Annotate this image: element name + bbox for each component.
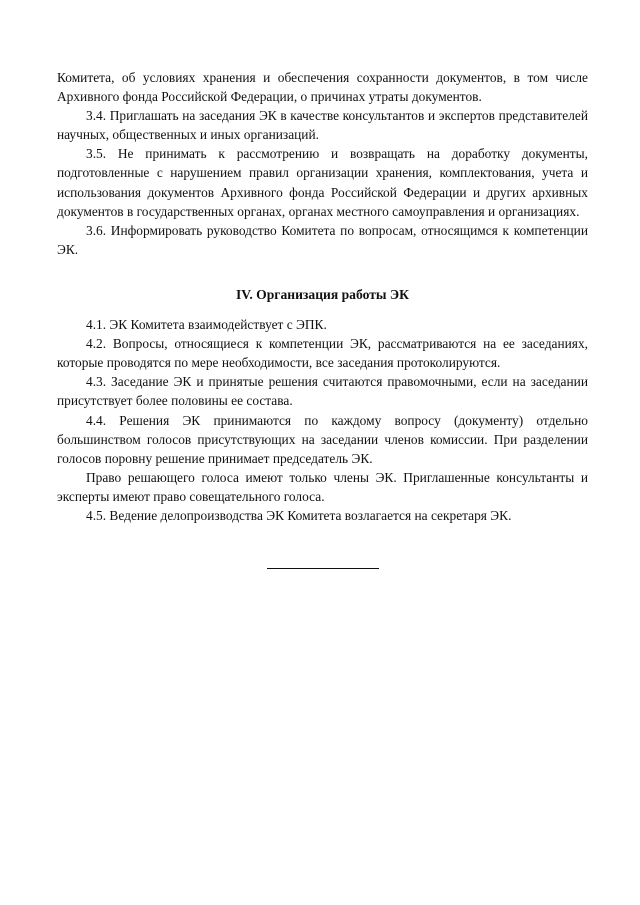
paragraph-continuation: Комитета, об условиях хранения и обеспечения сохранности документов, в том числе Архивного фонда Российской Федерации, о причинах утраты документов.: [57, 70, 588, 105]
paragraph-4-3: 4.3. Заседание ЭК и принятые решения считаются правомочными, если на заседании присутствует более половины ее состава.: [57, 374, 588, 409]
end-separator-line: [267, 568, 379, 569]
paragraph-3-5: 3.5. Не принимать к рассмотрению и возвращать на доработку документы, подготовленные с нарушением правил организации хранения, комплектования, учета и использования документов Архивного фонда Российской Федерации и других архивных документов в государственных органах, органах местного самоуправления и организациях.: [57, 146, 588, 219]
paragraph-4-5: 4.5. Ведение делопроизводства ЭК Комитета возлагается на секретаря ЭК.: [86, 507, 512, 523]
paragraph-4-4: 4.4. Решения ЭК принимаются по каждому вопросу (документу) отдельно большинством голосов присутствующих на заседании членов комиссии. При разделении голосов поровну решение принимает председатель ЭК.: [57, 412, 588, 466]
document-page: [57, 68, 588, 525]
paragraph-3-4: 3.4. Приглашать на заседания ЭК в качестве консультантов и экспертов представителей научных, общественных и иных организаций.: [57, 108, 588, 143]
section-heading-iv: IV. Организация работы ЭК: [236, 286, 409, 302]
paragraph-3-6: 3.6. Информировать руководство Комитета по вопросам, относящимся к компетенции ЭК.: [57, 222, 588, 257]
paragraph-4-4-voting: Право решающего голоса имеют только члены ЭК. Приглашенные консультанты и эксперты имеют право совещательного голоса.: [57, 469, 588, 504]
paragraph-4-1: 4.1. ЭК Комитета взаимодействует с ЭПК.: [86, 317, 327, 333]
paragraph-4-2: 4.2. Вопросы, относящиеся к компетенции ЭК, рассматриваются на ее заседаниях, которые проводятся по мере необходимости, все заседания протоколируются.: [57, 336, 588, 371]
